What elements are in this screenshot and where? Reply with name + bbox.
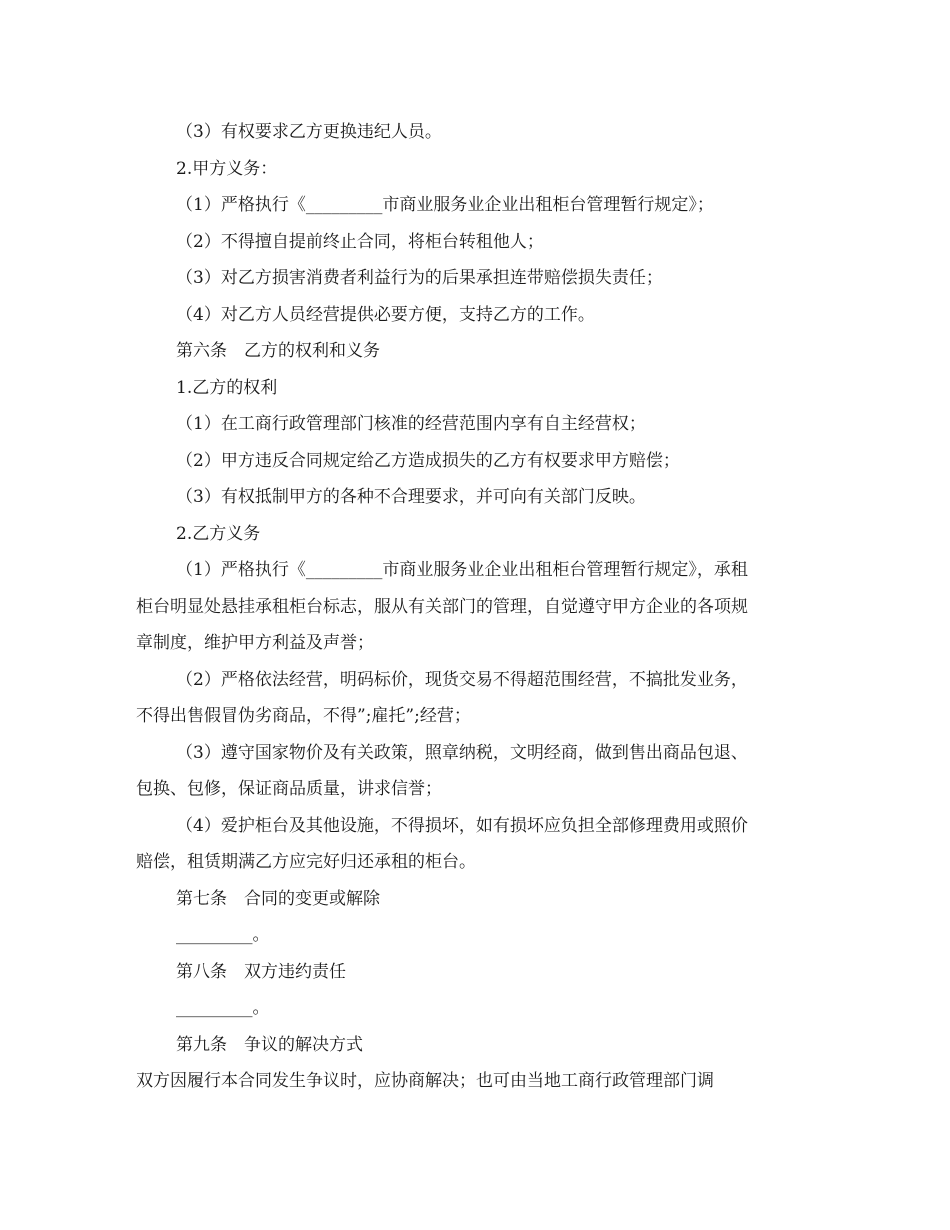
heading-party-b-rights: 1.乙方的权利 [176,377,278,398]
clause-party-a-obligation-3: （3）对乙方损害消费者利益行为的后果承担连带赔偿损失责任； [176,268,663,288]
clause-party-a-right-3: （3）有权要求乙方更换违纪人员。 [176,122,442,142]
heading-party-b-obligations: 2.乙方义务 [176,523,261,544]
clause-party-b-obligation-2: （2）严格依法经营，明码标价，现货交易不得超范围经营，不搞批发业务， 不得出售假冒伪劣商品，不得”;雇托”;经营； [136,669,748,726]
clause-party-a-obligation-2: （2）不得擅自提前终止合同，将柜台转租他人； [176,231,544,252]
heading-party-a-obligations: 2.甲方义务： [176,158,278,179]
clause-party-a-obligation-4: （4）对乙方人员经营提供必要方便，支持乙方的工作。 [176,304,595,325]
article-9-title: 第九条 争议的解决方式 [176,1034,363,1055]
article-7-blank: _________。 [176,925,270,945]
clause-party-b-obligation-4: （4）爱护柜台及其他设施，不得损坏，如有损坏应负担全部修理费用或照价 赔偿，租赁期满乙方应完好归还承租的柜台。 [136,815,748,872]
article-7-title: 第七条 合同的变更或解除 [176,888,380,909]
clause-party-b-right-2: （2）甲方违反合同规定给乙方造成损失的乙方有权要求甲方赔偿； [176,450,680,471]
article-9-text: 双方因履行本合同发生争议时，应协商解决；也可由当地工商行政管理部门调 [136,1071,714,1091]
article-6-title: 第六条 乙方的权利和义务 [176,341,380,361]
document-body [136,114,816,1100]
article-8-title: 第八条 双方违约责任 [176,961,346,982]
clause-party-a-obligation-1: （1）严格执行《_________市商业服务业企业出租柜台管理暂行规定》； [176,195,714,215]
clause-party-b-right-1: （1）在工商行政管理部门核准的经营范围内享有自主经营权； [176,414,646,434]
clause-party-b-right-3: （3）有权抵制甲方的各种不合理要求，并可向有关部门反映。 [176,487,646,507]
clause-party-b-obligation-3: （3）遵守国家物价及有关政策，照章纳税，文明经商，做到售出商品包退、 包换、包修，保证商品质量，讲求信誉； [136,742,748,799]
clause-party-b-obligation-1: （1）严格执行《_________市商业服务业企业出租柜台管理暂行规定》，承租 柜台明显处悬挂承租柜台标志，服从有关部门的管理，自觉遵守甲方企业的各项规 章制度，维护甲方利益及声誉； [136,560,748,653]
article-8-blank: _________。 [176,998,270,1018]
